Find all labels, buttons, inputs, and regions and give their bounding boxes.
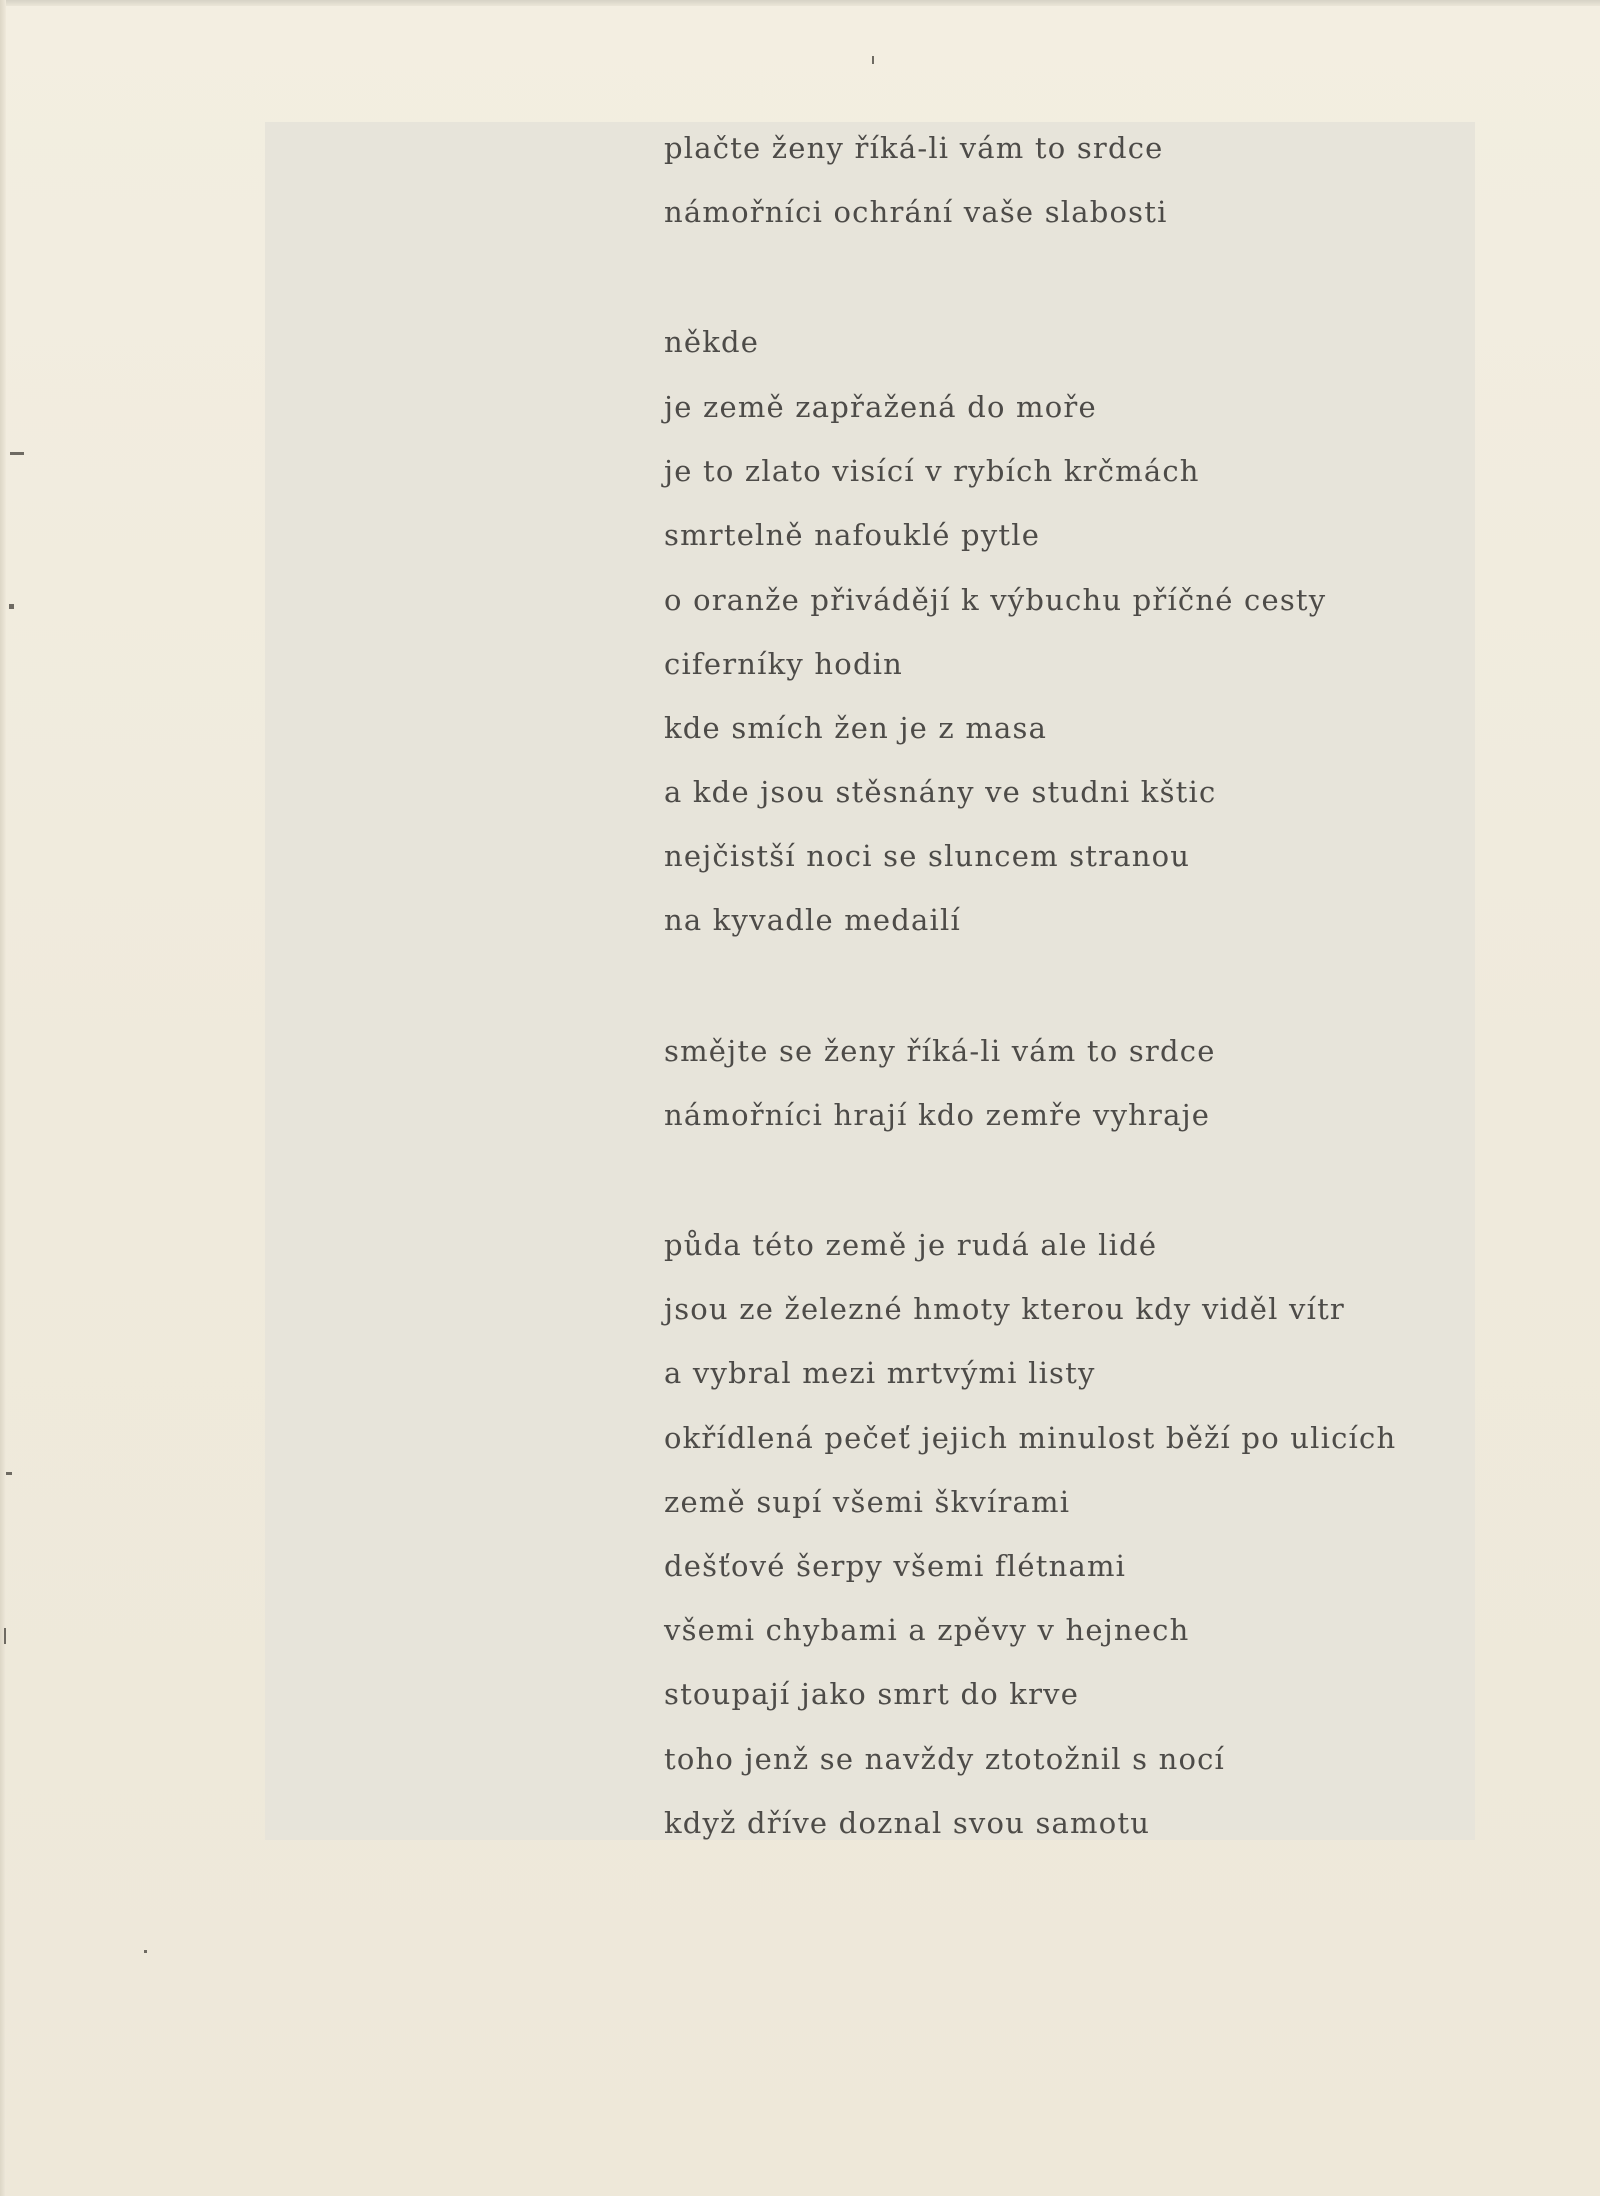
poem-line: kde smích žen je z masa xyxy=(664,711,1048,745)
margin-mark-3 xyxy=(6,1472,12,1475)
poem-line: když dříve doznal svou samotu xyxy=(664,1806,1151,1840)
poem-line: okřídlená pečeť jejich minulost běží po ulicích xyxy=(664,1421,1397,1455)
margin-mark-2 xyxy=(9,604,14,609)
poem-line: toho jenž se navždy ztotožnil s nocí xyxy=(664,1742,1226,1776)
speck-4 xyxy=(144,1950,147,1953)
poem-line: smějte se ženy říká-li vám to srdce xyxy=(664,1034,1216,1068)
poem-line: o oranže přivádějí k výbuchu příčné cesty xyxy=(664,583,1327,617)
poem-line: země supí všemi škvírami xyxy=(664,1485,1071,1519)
poem-line: půda této země je rudá ale lidé xyxy=(664,1228,1158,1262)
poem-line: smrtelně nafouklé pytle xyxy=(664,518,1041,552)
poem-line: všemi chybami a zpěvy v hejnech xyxy=(664,1613,1190,1647)
poem-line: na kyvadle medailí xyxy=(664,903,961,937)
poem-line: plačte ženy říká-li vám to srdce xyxy=(664,131,1164,165)
poem-line: a kde jsou stěsnány ve studni kštic xyxy=(664,775,1217,809)
poem-line: je země zapřažená do moře xyxy=(664,390,1097,424)
poem-line: někde xyxy=(664,325,760,359)
speck-1 xyxy=(872,56,874,64)
poem-line: je to zlato visící v rybích krčmách xyxy=(664,454,1200,488)
margin-mark-4 xyxy=(4,1628,6,1644)
poem-line: ciferníky hodin xyxy=(664,647,904,681)
poem-line: jsou ze železné hmoty kterou kdy viděl vítr xyxy=(664,1292,1345,1326)
page-top-edge xyxy=(0,0,1600,6)
poem-line: námořníci ochrání vaše slabosti xyxy=(664,195,1168,229)
page-left-edge xyxy=(0,0,6,2196)
poem-line: nejčistší noci se sluncem stranou xyxy=(664,839,1191,873)
poem-line: stoupají jako smrt do krve xyxy=(664,1677,1080,1711)
poem-line: dešťové šerpy všemi flétnami xyxy=(664,1549,1127,1583)
poem-line: námořníci hrají kdo zemře vyhraje xyxy=(664,1098,1211,1132)
poem-line: a vybral mezi mrtvými listy xyxy=(664,1356,1096,1390)
margin-mark-1 xyxy=(10,452,24,455)
